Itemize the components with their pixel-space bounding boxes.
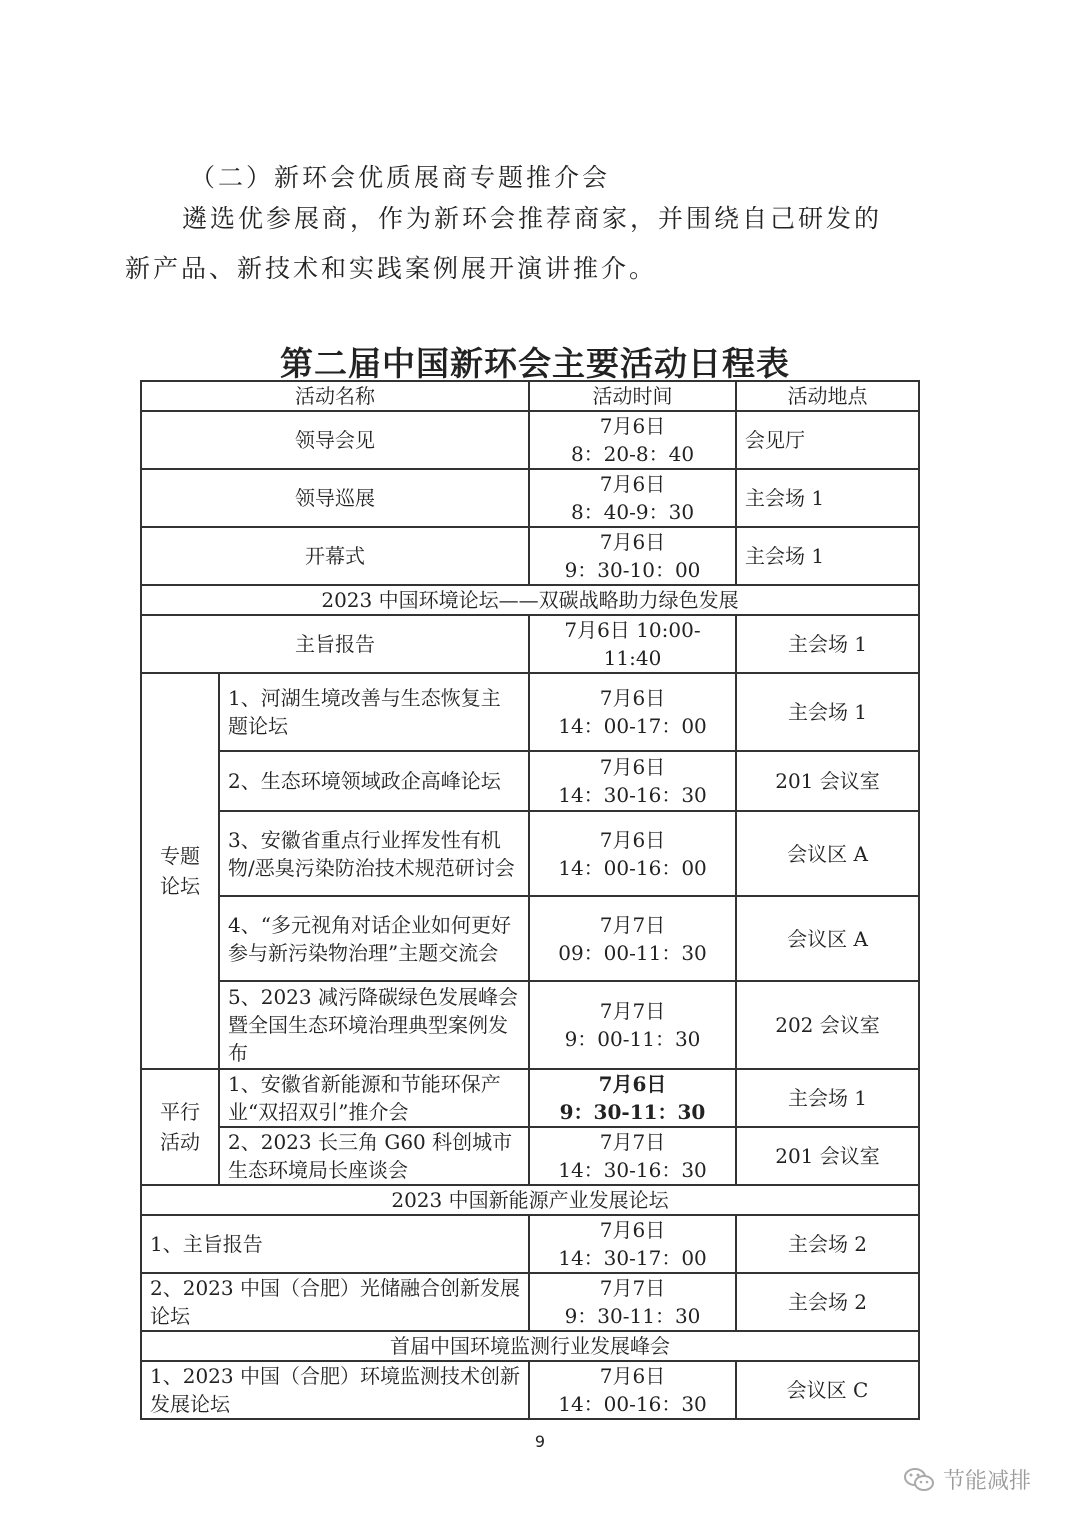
- activity-hours: 14：00-17：00: [558, 714, 707, 738]
- page-number: 9: [534, 1432, 546, 1451]
- activity-name: 1、主旨报告: [141, 1215, 529, 1273]
- activity-hours: 9：30-11：30: [559, 1100, 706, 1124]
- activity-location: 会见厅: [736, 411, 919, 469]
- activity-hours: 14：30-16：30: [558, 783, 707, 807]
- activity-name: 领导会见: [141, 411, 529, 469]
- header-time: 活动时间: [529, 381, 736, 411]
- activity-location: 会议区 C: [736, 1361, 919, 1419]
- watermark: [903, 1464, 1031, 1495]
- activity-date: 7月7日: [599, 1130, 666, 1154]
- schedule-table: [140, 380, 920, 1420]
- activity-date: 7月6日: [599, 414, 666, 438]
- activity-location: 主会场 2: [736, 1273, 919, 1331]
- activity-hours: 14：30-16：30: [558, 1158, 707, 1182]
- activity-time: 7月6日 10:00-11:40: [529, 615, 736, 673]
- activity-date: 7月6日: [599, 1364, 666, 1388]
- forum1-title: 2023 中国环境论坛——双碳战略助力绿色发展: [141, 585, 919, 615]
- activity-date: 7月6日: [599, 530, 666, 554]
- activity-time: [529, 673, 736, 751]
- table-row: [141, 1361, 919, 1419]
- activity-hours: 9：30-11：30: [564, 1304, 701, 1328]
- wechat-icon: [903, 1466, 935, 1494]
- activity-location: 主会场 1: [736, 469, 919, 527]
- table-row: [141, 896, 919, 981]
- activity-location: 主会场 1: [736, 1069, 919, 1127]
- group-label-line: 专题: [160, 844, 200, 868]
- activity-time: [529, 1273, 736, 1331]
- activity-date: 7月6日: [599, 827, 666, 852]
- schedule-title: 第二届中国新环会主要活动日程表: [280, 344, 790, 383]
- intro-paragraph-line1: 遴选优参展商，作为新环会推荐商家，并围绕自己研发的: [182, 204, 883, 233]
- table-row: [141, 751, 919, 811]
- activity-hours: 9：00-11：30: [564, 1027, 701, 1051]
- activity-time: [529, 1215, 736, 1273]
- activity-hours: 9：30-10：00: [564, 558, 701, 582]
- activity-location: 201 会议室: [736, 1127, 919, 1185]
- activity-name: 1、2023 中国（合肥）环境监测技术创新发展论坛: [141, 1361, 529, 1419]
- table-row: [141, 411, 919, 469]
- activity-name: 领导巡展: [141, 469, 529, 527]
- table-row: [141, 673, 919, 751]
- header-name: 活动名称: [141, 381, 529, 411]
- activity-location: 主会场 2: [736, 1215, 919, 1273]
- activity-time: [529, 751, 736, 811]
- activity-time: [529, 469, 736, 527]
- intro-paragraph-line2: 新产品、新技术和实践案例展开演讲推介。: [125, 254, 658, 283]
- section-heading: （二）新环会优质展商专题推介会: [190, 163, 611, 192]
- activity-hours: 8：40-9：30: [570, 500, 695, 524]
- group-label-line: 平行: [160, 1100, 200, 1124]
- activity-name: 2、2023 中国（合肥）光储融合创新发展论坛: [141, 1273, 529, 1331]
- forum-title-row: [141, 1331, 919, 1361]
- activity-hours: 09：00-11：30: [558, 940, 707, 965]
- group-label-parallel-activities: [141, 1069, 219, 1185]
- activity-date: 7月7日: [599, 1276, 666, 1300]
- table-row: [141, 1215, 919, 1273]
- activity-hours: 14：30-17：00: [558, 1246, 707, 1270]
- activity-time: [529, 981, 736, 1069]
- activity-time: [529, 896, 736, 981]
- activity-location: 主会场 1: [736, 615, 919, 673]
- forum-title-row: [141, 1185, 919, 1215]
- table-row: [141, 811, 919, 896]
- activity-location: 202 会议室: [736, 981, 919, 1069]
- forum3-title: 首届中国环境监测行业发展峰会: [141, 1331, 919, 1361]
- activity-name: 1、河湖生境改善与生态恢复主题论坛: [219, 673, 529, 751]
- table-row: [141, 981, 919, 1069]
- activity-name: 5、2023 减污降碳绿色发展峰会暨全国生态环境治理典型案例发布: [219, 981, 529, 1069]
- activity-name: 3、安徽省重点行业挥发性有机物/恶臭污染防治技术规范研讨会: [219, 811, 529, 896]
- activity-date: 7月6日: [599, 1218, 666, 1242]
- activity-name: 1、安徽省新能源和节能环保产业“双招双引”推介会: [219, 1069, 529, 1127]
- activity-hours: 8：20-8：40: [570, 442, 695, 466]
- table-row: [141, 1273, 919, 1331]
- activity-location: 主会场 1: [736, 673, 919, 751]
- forum-title-row: [141, 585, 919, 615]
- activity-name: 主旨报告: [141, 615, 529, 673]
- table-row: [141, 527, 919, 585]
- activity-date: 7月7日: [599, 999, 666, 1023]
- activity-hours: 14：00-16：00: [558, 855, 707, 880]
- table-row: [141, 1127, 919, 1185]
- activity-location: 会议区 A: [736, 896, 919, 981]
- activity-time: [529, 811, 736, 896]
- table-row: [141, 615, 919, 673]
- activity-name: 4、“多元视角对话企业如何更好参与新污染物治理”主题交流会: [219, 896, 529, 981]
- group-label-special-forums: [141, 673, 219, 1069]
- group-label-line: 活动: [160, 1130, 200, 1154]
- forum2-title: 2023 中国新能源产业发展论坛: [141, 1185, 919, 1215]
- activity-time: [529, 1069, 736, 1127]
- activity-date: 7月7日: [599, 912, 666, 937]
- activity-location: 会议区 A: [736, 811, 919, 896]
- activity-hours: 14：00-16：30: [558, 1392, 707, 1416]
- activity-date: 7月6日: [598, 1072, 667, 1096]
- activity-name: 2、生态环境领域政企高峰论坛: [219, 751, 529, 811]
- activity-time: [529, 411, 736, 469]
- activity-date: 7月6日: [599, 686, 666, 710]
- group-label-line: 论坛: [160, 874, 200, 898]
- activity-time: [529, 527, 736, 585]
- table-row: [141, 469, 919, 527]
- activity-date: 7月6日: [599, 472, 666, 496]
- activity-name: 2、2023 长三角 G60 科创城市生态环境局长座谈会: [219, 1127, 529, 1185]
- watermark-text: 节能减排: [943, 1469, 1032, 1494]
- activity-location: 201 会议室: [736, 751, 919, 811]
- table-header-row: [141, 381, 919, 411]
- table-row: [141, 1069, 919, 1127]
- activity-date: 7月6日: [599, 755, 666, 779]
- activity-name: 开幕式: [141, 527, 529, 585]
- activity-location: 主会场 1: [736, 527, 919, 585]
- header-location: 活动地点: [736, 381, 919, 411]
- activity-time: [529, 1127, 736, 1185]
- activity-time: [529, 1361, 736, 1419]
